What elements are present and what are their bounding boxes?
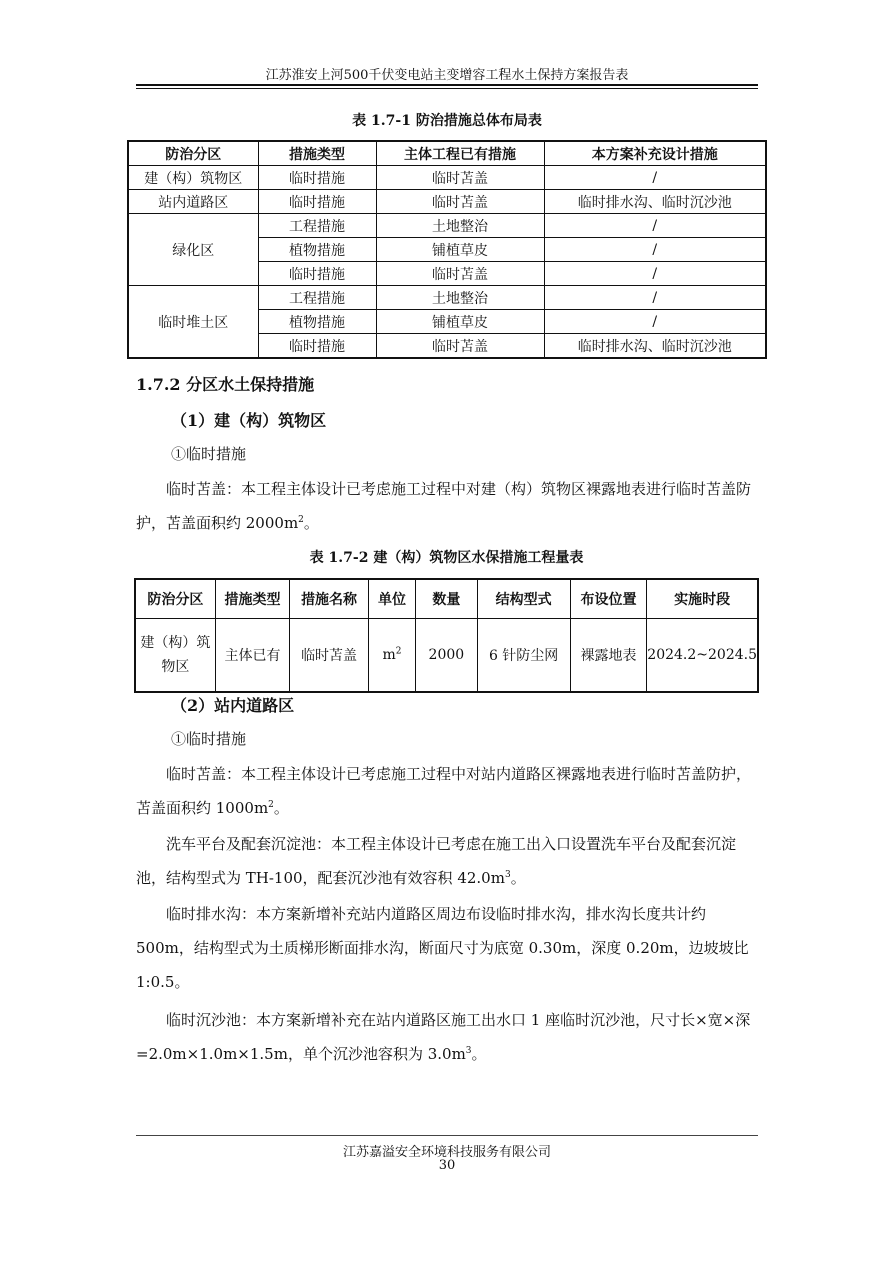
superscript: 3 <box>465 1046 472 1056</box>
existing-cell: 临时苫盖 <box>376 190 544 214</box>
existing-cell: 土地整治 <box>376 214 544 238</box>
type-cell: 临时措施 <box>258 334 376 359</box>
unit-base: m <box>382 647 396 663</box>
paragraph-end: 。 <box>273 799 289 817</box>
layout-table <box>127 140 767 359</box>
zone-cell: 绿化区 <box>128 214 258 286</box>
supplement-cell: / <box>544 286 766 310</box>
type-cell: 工程措施 <box>258 286 376 310</box>
supplement-cell: / <box>544 262 766 286</box>
page-header-title: 江苏淮安上河500千伏变电站主变增容工程水土保持方案报告表 <box>265 68 629 83</box>
unit-superscript: 2 <box>395 646 402 657</box>
supplement-cell: / <box>544 214 766 238</box>
column-header: 结构型式 <box>477 579 570 619</box>
header-rule-thin <box>136 88 758 89</box>
paragraph <box>136 757 758 825</box>
paragraph-text: 临时苫盖：本工程主体设计已考虑施工过程中对站内道路区裸露地表进行临时苫盖防护，苫盖面积约 1000m <box>136 765 752 817</box>
subsection-heading: （1）建（构）筑物区 <box>171 411 327 430</box>
type-cell: 植物措施 <box>258 238 376 262</box>
name-cell: 临时苫盖 <box>290 619 369 693</box>
column-header: 布设位置 <box>570 579 647 619</box>
table-row <box>128 166 766 190</box>
paragraph <box>136 827 758 895</box>
table-row <box>128 214 766 238</box>
existing-cell: 临时苫盖 <box>376 334 544 359</box>
zone-cell: 站内道路区 <box>128 190 258 214</box>
column-header: 措施名称 <box>290 579 369 619</box>
paragraph-text: 临时沉沙池：本方案新增补充在站内道路区施工出水口 1 座临时沉沙池，尺寸长×宽×深=2.0m×1.0m×1.5m，单个沉沙池容积为 3.0m <box>136 1011 751 1063</box>
supplement-cell: 临时排水沟、临时沉沙池 <box>544 334 766 359</box>
existing-cell: 临时苫盖 <box>376 262 544 286</box>
structure-cell: 6 针防尘网 <box>477 619 570 693</box>
type-cell: 工程措施 <box>258 214 376 238</box>
column-header: 防治分区 <box>128 141 258 166</box>
supplement-cell: 临时排水沟、临时沉沙池 <box>544 190 766 214</box>
measure-item: ①临时措施 <box>171 730 247 748</box>
footer-rule <box>136 1135 758 1136</box>
type-cell: 临时措施 <box>258 190 376 214</box>
paragraph-end: 。 <box>471 1045 487 1063</box>
zone-cell: 临时堆土区 <box>128 286 258 359</box>
paragraph-end: 。 <box>303 514 319 532</box>
type-cell: 临时措施 <box>258 166 376 190</box>
column-header: 实施时段 <box>647 579 758 619</box>
existing-cell: 临时苫盖 <box>376 166 544 190</box>
quantity-table <box>134 578 759 693</box>
supplement-cell: / <box>544 166 766 190</box>
existing-cell: 铺植草皮 <box>376 238 544 262</box>
zone-cell: 建（构）筑物区 <box>128 166 258 190</box>
superscript: 3 <box>504 870 511 880</box>
period-cell: 2024.2~2024.5 <box>647 619 758 693</box>
table2-caption: 表 1.7-2 建（构）筑物区水保措施工程量表 <box>309 550 584 566</box>
zone-cell: 建（构）筑物区 <box>135 619 215 693</box>
table-header-row <box>135 579 758 619</box>
measure-item: ①临时措施 <box>171 445 247 463</box>
header-rule-thick <box>136 84 758 86</box>
column-header: 措施类型 <box>258 141 376 166</box>
supplement-cell: / <box>544 310 766 334</box>
column-header: 主体工程已有措施 <box>376 141 544 166</box>
table1-caption: 表 1.7-1 防治措施总体布局表 <box>352 113 542 129</box>
table-row <box>135 619 758 693</box>
paragraph: 临时排水沟：本方案新增补充站内道路区周边布设临时排水沟，排水沟长度共计约 500m，结构型式为土质梯形断面排水沟，断面尺寸为底宽 0.30m，深度 0.20m，边坡坡比 1:0.5。 <box>136 905 749 991</box>
type-cell: 主体已有 <box>215 619 290 693</box>
paragraph-text: 洗车平台及配套沉淀池：本工程主体设计已考虑在施工出入口设置洗车平台及配套沉淀池，结构型式为 TH-100，配套沉沙池有效容积 42.0m <box>136 835 737 887</box>
supplement-cell: / <box>544 238 766 262</box>
paragraph <box>136 1003 758 1071</box>
column-header: 单位 <box>368 579 415 619</box>
column-header: 防治分区 <box>135 579 215 619</box>
location-cell: 裸露地表 <box>570 619 647 693</box>
column-header: 本方案补充设计措施 <box>544 141 766 166</box>
existing-cell: 土地整治 <box>376 286 544 310</box>
type-cell: 植物措施 <box>258 310 376 334</box>
paragraph-text: 临时苫盖：本工程主体设计已考虑施工过程中对建（构）筑物区裸露地表进行临时苫盖防护，苫盖面积约 2000m <box>136 480 752 532</box>
footer-company: 江苏嘉溢安全环境科技服务有限公司 <box>342 1145 551 1160</box>
existing-cell: 铺植草皮 <box>376 310 544 334</box>
unit-cell <box>368 619 415 693</box>
page-number: 30 <box>438 1158 456 1173</box>
paragraph <box>136 472 758 540</box>
quantity-cell: 2000 <box>416 619 477 693</box>
table-header-row <box>128 141 766 166</box>
column-header: 措施类型 <box>215 579 290 619</box>
subsection-heading: （2）站内道路区 <box>171 696 295 715</box>
superscript: 2 <box>268 800 274 810</box>
section-heading: 1.7.2 分区水土保持措施 <box>136 375 315 394</box>
table-row <box>128 190 766 214</box>
table-row <box>128 286 766 310</box>
paragraph-end: 。 <box>510 869 526 887</box>
column-header: 数量 <box>416 579 477 619</box>
type-cell: 临时措施 <box>258 262 376 286</box>
superscript: 2 <box>298 515 304 525</box>
